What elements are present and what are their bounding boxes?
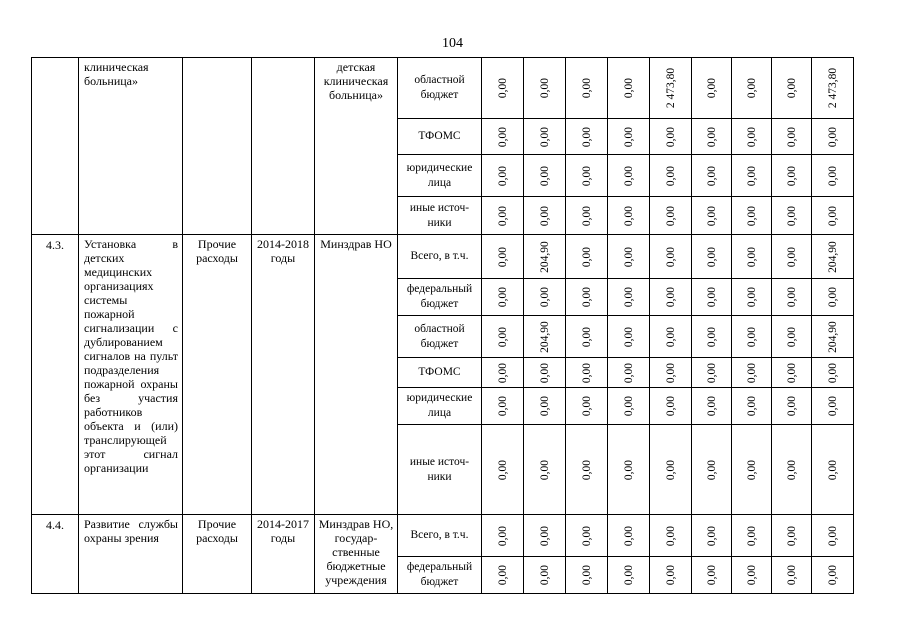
value-cell bbox=[812, 425, 854, 515]
value-text: 0,00 bbox=[785, 395, 798, 417]
value-text: 0,00 bbox=[785, 564, 798, 586]
item-executor: детская клиническая больница» bbox=[315, 58, 398, 235]
value-cell bbox=[812, 358, 854, 388]
value-text: 0,00 bbox=[496, 165, 509, 186]
value-cell bbox=[566, 358, 608, 388]
funding-table bbox=[31, 57, 854, 594]
value-cell bbox=[524, 515, 566, 557]
value-text: 0,00 bbox=[705, 395, 718, 417]
value-text: 0,00 bbox=[580, 525, 593, 546]
source-label: Всего, в т.ч. bbox=[398, 235, 482, 279]
table-row bbox=[32, 235, 854, 279]
value-text: 0,00 bbox=[580, 459, 593, 480]
value-cell bbox=[772, 425, 812, 515]
value-cell bbox=[482, 58, 524, 119]
value-text: 0,00 bbox=[622, 564, 635, 586]
value-cell bbox=[692, 155, 732, 197]
value-cell bbox=[650, 197, 692, 235]
value-cell bbox=[566, 119, 608, 155]
value-cell bbox=[812, 119, 854, 155]
value-cell bbox=[482, 155, 524, 197]
value-cell bbox=[732, 557, 772, 594]
source-label: ТФОМС bbox=[398, 358, 482, 388]
value-cell bbox=[732, 358, 772, 388]
value-cell bbox=[812, 515, 854, 557]
value-text: 0,00 bbox=[496, 564, 509, 586]
value-cell bbox=[692, 557, 732, 594]
value-cell bbox=[772, 58, 812, 119]
source-label: Всего, в т.ч. bbox=[398, 515, 482, 557]
value-text: 0,00 bbox=[622, 246, 635, 267]
value-text: 0,00 bbox=[705, 126, 718, 147]
source-label: иные источ-ники bbox=[398, 425, 482, 515]
value-text: 0,00 bbox=[745, 126, 758, 147]
value-cell bbox=[772, 119, 812, 155]
value-cell bbox=[566, 557, 608, 594]
value-text: 0,00 bbox=[705, 564, 718, 586]
value-cell bbox=[524, 425, 566, 515]
value-text: 0,00 bbox=[664, 326, 677, 347]
value-cell bbox=[650, 58, 692, 119]
source-label: областной бюджет bbox=[398, 316, 482, 358]
value-text: 0,00 bbox=[496, 246, 509, 267]
value-cell bbox=[692, 58, 732, 119]
value-cell bbox=[608, 388, 650, 425]
value-cell bbox=[524, 197, 566, 235]
value-text: 0,00 bbox=[538, 205, 551, 226]
value-cell bbox=[566, 515, 608, 557]
value-text: 0,00 bbox=[826, 395, 839, 417]
value-text: 0,00 bbox=[745, 564, 758, 586]
value-text: 0,00 bbox=[705, 77, 718, 99]
value-text: 204,90 bbox=[826, 320, 839, 353]
value-text: 0,00 bbox=[496, 205, 509, 226]
source-label: ТФОМС bbox=[398, 119, 482, 155]
value-text: 0,00 bbox=[826, 362, 839, 383]
value-text: 0,00 bbox=[826, 165, 839, 186]
item-type: Прочие расходы bbox=[183, 235, 252, 515]
value-cell bbox=[772, 557, 812, 594]
value-text: 0,00 bbox=[826, 126, 839, 147]
source-label: федеральный бюджет bbox=[398, 279, 482, 316]
item-name: клиническая больница» bbox=[79, 58, 183, 235]
value-text: 0,00 bbox=[496, 395, 509, 417]
value-text: 0,00 bbox=[538, 362, 551, 383]
value-cell bbox=[650, 358, 692, 388]
value-text: 0,00 bbox=[745, 362, 758, 383]
value-cell bbox=[812, 388, 854, 425]
value-text: 0,00 bbox=[745, 286, 758, 308]
value-cell bbox=[566, 155, 608, 197]
value-text: 0,00 bbox=[705, 286, 718, 308]
value-text: 0,00 bbox=[496, 77, 509, 99]
value-text: 2 473,80 bbox=[664, 67, 677, 109]
value-text: 2 473,80 bbox=[826, 67, 839, 109]
value-cell bbox=[650, 425, 692, 515]
value-text: 0,00 bbox=[538, 165, 551, 186]
value-cell bbox=[482, 279, 524, 316]
value-cell bbox=[772, 358, 812, 388]
value-text: 0,00 bbox=[622, 77, 635, 99]
value-cell bbox=[692, 279, 732, 316]
value-cell bbox=[482, 358, 524, 388]
value-text: 0,00 bbox=[705, 459, 718, 480]
value-cell bbox=[732, 515, 772, 557]
page-number: 104 bbox=[442, 36, 463, 51]
value-text: 0,00 bbox=[785, 459, 798, 480]
value-cell bbox=[732, 197, 772, 235]
value-cell bbox=[608, 197, 650, 235]
value-text: 0,00 bbox=[826, 564, 839, 586]
value-cell bbox=[608, 425, 650, 515]
value-cell bbox=[772, 388, 812, 425]
value-cell bbox=[608, 279, 650, 316]
value-cell bbox=[482, 388, 524, 425]
value-text: 0,00 bbox=[664, 395, 677, 417]
value-cell bbox=[692, 425, 732, 515]
value-cell bbox=[482, 235, 524, 279]
value-cell bbox=[608, 316, 650, 358]
value-text: 0,00 bbox=[622, 205, 635, 226]
value-cell bbox=[650, 279, 692, 316]
value-cell bbox=[692, 235, 732, 279]
value-text: 0,00 bbox=[785, 165, 798, 186]
value-cell bbox=[608, 119, 650, 155]
value-cell bbox=[812, 279, 854, 316]
value-cell bbox=[812, 316, 854, 358]
value-text: 0,00 bbox=[580, 362, 593, 383]
value-cell bbox=[772, 197, 812, 235]
value-cell bbox=[650, 119, 692, 155]
value-text: 0,00 bbox=[580, 326, 593, 347]
value-text: 0,00 bbox=[664, 459, 677, 480]
value-cell bbox=[482, 316, 524, 358]
value-text: 204,90 bbox=[538, 240, 551, 273]
value-text: 0,00 bbox=[785, 326, 798, 347]
item-type bbox=[183, 58, 252, 235]
value-text: 0,00 bbox=[496, 126, 509, 147]
value-text: 0,00 bbox=[538, 564, 551, 586]
value-cell bbox=[566, 58, 608, 119]
value-text: 0,00 bbox=[705, 246, 718, 267]
value-cell bbox=[732, 279, 772, 316]
item-period bbox=[252, 58, 315, 235]
value-cell bbox=[812, 58, 854, 119]
value-cell bbox=[692, 197, 732, 235]
value-text: 0,00 bbox=[622, 286, 635, 308]
value-cell bbox=[812, 235, 854, 279]
value-text: 0,00 bbox=[745, 165, 758, 186]
value-text: 0,00 bbox=[826, 205, 839, 226]
value-cell bbox=[732, 316, 772, 358]
value-cell bbox=[692, 388, 732, 425]
value-text: 0,00 bbox=[745, 77, 758, 99]
value-cell bbox=[732, 235, 772, 279]
value-text: 0,00 bbox=[538, 525, 551, 546]
value-text: 0,00 bbox=[538, 459, 551, 480]
value-cell bbox=[732, 155, 772, 197]
value-cell bbox=[482, 425, 524, 515]
value-text: 0,00 bbox=[664, 246, 677, 267]
item-executor: Минздрав НО bbox=[315, 235, 398, 515]
value-text: 0,00 bbox=[622, 165, 635, 186]
value-cell bbox=[732, 425, 772, 515]
value-cell bbox=[772, 279, 812, 316]
value-cell bbox=[524, 388, 566, 425]
value-text: 0,00 bbox=[622, 459, 635, 480]
value-cell bbox=[566, 235, 608, 279]
source-label: федеральный бюджет bbox=[398, 557, 482, 594]
value-text: 0,00 bbox=[664, 205, 677, 226]
item-name: Развитие службы охраны зрения bbox=[79, 515, 183, 594]
value-cell bbox=[608, 235, 650, 279]
value-cell bbox=[524, 316, 566, 358]
value-cell bbox=[482, 119, 524, 155]
source-label: иные источ-ники bbox=[398, 197, 482, 235]
value-text: 0,00 bbox=[705, 165, 718, 186]
value-cell bbox=[732, 119, 772, 155]
value-text: 0,00 bbox=[826, 459, 839, 480]
value-text: 0,00 bbox=[745, 205, 758, 226]
item-period: 2014-2018 годы bbox=[252, 235, 315, 515]
value-text: 0,00 bbox=[580, 395, 593, 417]
source-label: юридические лица bbox=[398, 388, 482, 425]
value-cell bbox=[524, 119, 566, 155]
value-text: 0,00 bbox=[580, 126, 593, 147]
value-cell bbox=[692, 119, 732, 155]
value-cell bbox=[650, 388, 692, 425]
value-cell bbox=[608, 515, 650, 557]
value-text: 0,00 bbox=[745, 246, 758, 267]
value-cell bbox=[812, 197, 854, 235]
value-cell bbox=[608, 155, 650, 197]
value-text: 0,00 bbox=[664, 126, 677, 147]
value-cell bbox=[566, 388, 608, 425]
value-text: 0,00 bbox=[580, 286, 593, 308]
value-cell bbox=[650, 515, 692, 557]
value-cell bbox=[608, 58, 650, 119]
value-cell bbox=[608, 358, 650, 388]
value-text: 0,00 bbox=[664, 165, 677, 186]
value-text: 0,00 bbox=[705, 205, 718, 226]
value-cell bbox=[524, 358, 566, 388]
value-text: 0,00 bbox=[785, 246, 798, 267]
table-row bbox=[32, 515, 854, 557]
value-cell bbox=[772, 316, 812, 358]
value-text: 0,00 bbox=[785, 525, 798, 546]
value-cell bbox=[566, 316, 608, 358]
value-cell bbox=[692, 515, 732, 557]
item-type: Прочие расходы bbox=[183, 515, 252, 594]
value-text: 204,90 bbox=[538, 320, 551, 353]
value-text: 0,00 bbox=[745, 326, 758, 347]
value-text: 0,00 bbox=[580, 77, 593, 99]
value-text: 0,00 bbox=[664, 286, 677, 308]
value-cell bbox=[566, 425, 608, 515]
value-text: 0,00 bbox=[580, 246, 593, 267]
value-text: 0,00 bbox=[705, 362, 718, 383]
value-cell bbox=[772, 515, 812, 557]
source-label: юридические лица bbox=[398, 155, 482, 197]
item-number bbox=[32, 58, 79, 235]
value-cell bbox=[772, 155, 812, 197]
value-text: 0,00 bbox=[826, 525, 839, 546]
value-text: 0,00 bbox=[745, 525, 758, 546]
value-text: 0,00 bbox=[745, 395, 758, 417]
table-row bbox=[32, 58, 854, 119]
value-text: 0,00 bbox=[664, 525, 677, 546]
value-text: 0,00 bbox=[496, 459, 509, 480]
value-cell bbox=[482, 197, 524, 235]
value-cell bbox=[482, 515, 524, 557]
value-cell bbox=[524, 58, 566, 119]
value-text: 0,00 bbox=[496, 525, 509, 546]
value-text: 0,00 bbox=[622, 525, 635, 546]
value-cell bbox=[812, 155, 854, 197]
value-text: 0,00 bbox=[580, 165, 593, 186]
value-text: 0,00 bbox=[705, 326, 718, 347]
value-text: 0,00 bbox=[785, 205, 798, 226]
item-number: 4.4. bbox=[32, 515, 79, 594]
source-label: областной бюджет bbox=[398, 58, 482, 119]
value-cell bbox=[524, 557, 566, 594]
value-text: 0,00 bbox=[538, 286, 551, 308]
value-text: 0,00 bbox=[580, 205, 593, 226]
value-cell bbox=[524, 155, 566, 197]
value-text: 0,00 bbox=[622, 395, 635, 417]
value-text: 0,00 bbox=[538, 77, 551, 99]
value-text: 0,00 bbox=[745, 459, 758, 480]
value-cell bbox=[732, 58, 772, 119]
value-cell bbox=[482, 557, 524, 594]
value-cell bbox=[692, 316, 732, 358]
value-cell bbox=[812, 557, 854, 594]
value-text: 0,00 bbox=[496, 326, 509, 347]
value-cell bbox=[566, 279, 608, 316]
item-executor: Минздрав НО, государ-ственные бюджетные учреждения bbox=[315, 515, 398, 594]
value-cell bbox=[524, 235, 566, 279]
item-name: Установка в детских медицинских организациях системы пожарной сигнализации с дублированием сигналов на пульт подразделения пожарной охраны без участия работников объекта и (или) транслирующей этот сигнал организации bbox=[79, 235, 183, 515]
value-text: 0,00 bbox=[785, 126, 798, 147]
value-cell bbox=[650, 316, 692, 358]
value-text: 204,90 bbox=[826, 240, 839, 273]
value-cell bbox=[650, 235, 692, 279]
value-cell bbox=[608, 557, 650, 594]
value-text: 0,00 bbox=[538, 395, 551, 417]
value-cell bbox=[650, 155, 692, 197]
value-text: 0,00 bbox=[580, 564, 593, 586]
value-text: 0,00 bbox=[785, 77, 798, 99]
value-text: 0,00 bbox=[622, 126, 635, 147]
value-text: 0,00 bbox=[538, 126, 551, 147]
value-text: 0,00 bbox=[664, 362, 677, 383]
value-cell bbox=[692, 358, 732, 388]
value-text: 0,00 bbox=[622, 362, 635, 383]
value-text: 0,00 bbox=[785, 362, 798, 383]
value-cell bbox=[732, 388, 772, 425]
item-number: 4.3. bbox=[32, 235, 79, 515]
value-text: 0,00 bbox=[826, 286, 839, 308]
item-period: 2014-2017 годы bbox=[252, 515, 315, 594]
value-text: 0,00 bbox=[496, 362, 509, 383]
value-cell bbox=[524, 279, 566, 316]
value-text: 0,00 bbox=[496, 286, 509, 308]
value-text: 0,00 bbox=[705, 525, 718, 546]
value-cell bbox=[772, 235, 812, 279]
value-text: 0,00 bbox=[664, 564, 677, 586]
value-text: 0,00 bbox=[622, 326, 635, 347]
value-cell bbox=[566, 197, 608, 235]
value-text: 0,00 bbox=[785, 286, 798, 308]
value-cell bbox=[650, 557, 692, 594]
